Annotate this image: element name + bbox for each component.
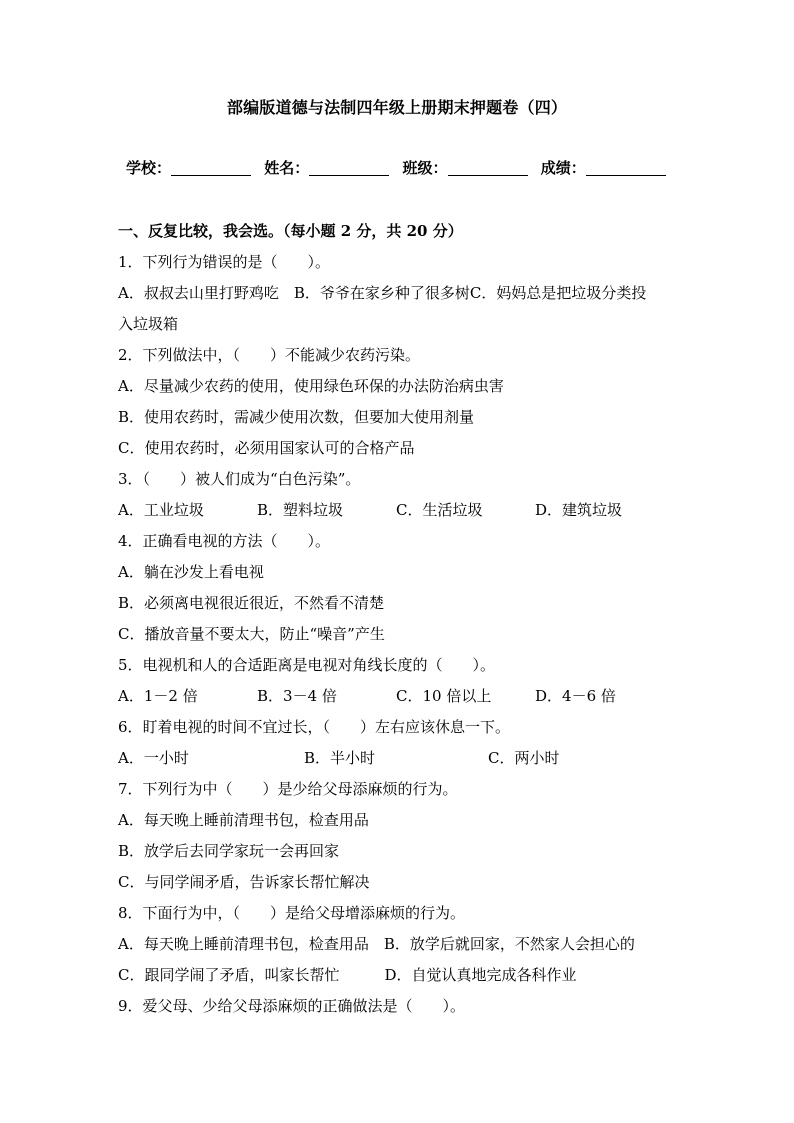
class-blank[interactable]: [448, 159, 528, 176]
option-a: A．1－2 倍: [118, 687, 198, 705]
option-b: B．塑料垃圾: [257, 501, 344, 519]
option-row: [118, 748, 559, 768]
option-c: C．两小时: [488, 749, 560, 767]
question-stem: 2．下列做法中，（ ）不能减少农药污染。: [118, 346, 421, 364]
option-line: A．尽量减少农药的使用，使用绿色环保的办法防治病虫害: [118, 377, 504, 395]
name-blank[interactable]: [309, 159, 389, 176]
question-stem: 3．（ ）被人们成为“白色污染”。: [118, 470, 361, 488]
question-stem: 5．电视机和人的合适距离是电视对角线长度的（ ）。: [118, 656, 496, 674]
option-b: B．3－4 倍: [257, 687, 337, 705]
option-line: A．叔叔去山里打野鸡吃 B．爷爷在家乡种了很多树C．妈妈总是把垃圾分类投: [118, 284, 647, 302]
option-d: D．4－6 倍: [535, 687, 616, 705]
option-line: A．每天晚上睡前清理书包，检查用品 B．放学后就回家，不然家人会担心的: [118, 935, 635, 953]
option-line: B．必须离电视很近很近，不然看不清楚: [118, 594, 385, 612]
score-blank[interactable]: [586, 159, 666, 176]
question-stem: 1．下列行为错误的是（ ）。: [118, 253, 331, 271]
question-stem: 7．下列行为中（ ）是少给父母添麻烦的行为。: [118, 780, 458, 798]
option-line: A．每天晚上睡前清理书包，检查用品: [118, 811, 369, 829]
option-line: A．躺在沙发上看电视: [118, 563, 264, 581]
question-stem: 8．下面行为中，（ ）是给父母增添麻烦的行为。: [118, 904, 466, 922]
class-label: 班级：: [402, 159, 448, 177]
option-d: D．建筑垃圾: [535, 501, 623, 519]
school-blank[interactable]: [171, 159, 251, 176]
option-line: C．跟同学闹了矛盾，叫家长帮忙 D．自觉认真地完成各科作业: [118, 966, 577, 984]
option-c: C．10 倍以上: [396, 687, 492, 705]
option-a: A．工业垃圾: [118, 501, 204, 519]
option-line: C．播放音量不要太大，防止“噪音”产生: [118, 625, 385, 643]
option-line: B．使用农药时，需减少使用次数，但要加大使用剂量: [118, 408, 475, 426]
option-row: [118, 500, 622, 520]
question-stem: 4．正确看电视的方法（ ）。: [118, 532, 331, 550]
option-line: B．放学后去同学家玩一会再回家: [118, 842, 340, 860]
option-b: B．半小时: [304, 749, 376, 767]
student-info-row: [126, 157, 686, 178]
option-a: A．一小时: [118, 749, 189, 767]
question-stem: 9．爱父母、少给父母添麻烦的正确做法是（ ）。: [118, 997, 466, 1015]
option-c: C．生活垃圾: [396, 501, 483, 519]
score-label: 成绩：: [540, 159, 586, 177]
option-line: 入垃圾箱: [118, 315, 179, 333]
option-line: C．使用农药时，必须用国家认可的合格产品: [118, 439, 415, 457]
question-stem: 6．盯着电视的时间不宜过长，（ ）左右应该休息一下。: [118, 718, 511, 736]
school-label: 学校：: [126, 159, 172, 177]
option-row: [118, 686, 616, 706]
option-line: C．与同学闹矛盾，告诉家长帮忙解决: [118, 873, 370, 891]
name-label: 姓名：: [264, 159, 310, 177]
section-heading: 一、反复比较，我会选。（每小题 2 分，共 20 分）: [118, 222, 463, 240]
page-title: 部编版道德与法制四年级上册期末押题卷（四）: [226, 98, 568, 117]
